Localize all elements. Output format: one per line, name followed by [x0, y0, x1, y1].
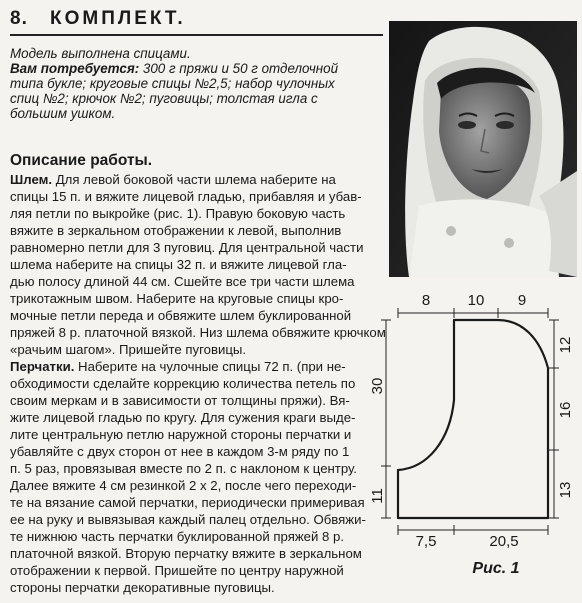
helmet-first-text: Для левой боковой части шлема наберите на: [52, 172, 336, 187]
glove-pattern-drawing: [369, 290, 580, 598]
gloves-line: стороны перчатки декоративные пуговицы.: [10, 580, 275, 595]
intro-line-3: типа букле; круговые спицы №2,5; набор чулочных: [10, 76, 335, 91]
gloves-line: те нижнюю часть перчатки буклированной пряжей 8 р.: [10, 529, 345, 544]
dim-right-bottom: 13: [557, 481, 574, 499]
instructions-body: [10, 171, 386, 596]
gloves-line: жите лицевой гладью по кругу. Для сужения краги выде-: [10, 410, 356, 425]
dim-left-total: 30: [369, 377, 386, 395]
gloves-line: обходимости сделайте коррекцию количества петель по: [10, 376, 356, 391]
gloves-label: Перчатки.: [10, 359, 75, 374]
gloves-line: своим меркам и в зависимости от толщины пряжи). Вя-: [10, 393, 350, 408]
section-title: КОМПЛЕКТ.: [50, 8, 186, 29]
helmet-line: спицы 15 п. и вяжите лицевой гладью, прибавляя и убав-: [10, 189, 362, 204]
gloves-first-line: [10, 358, 386, 375]
dim-right-middle: 16: [557, 401, 574, 419]
helmet-line: трикотажным швом. Наберите на круговые спицы кро-: [10, 291, 344, 306]
gloves-line: лите центральную петлю наружной стороны перчатки и: [10, 427, 352, 442]
helmet-label: Шлем.: [10, 172, 53, 187]
gloves-line: те на вязание самой перчатки, периодически примеривая: [10, 495, 365, 510]
gloves-line: убавляйте с двух сторон от нее в каждом 3-м ряду по 1: [10, 444, 350, 459]
intro-line-4: спиц №2; крючок №2; пуговицы; толстая игла с: [10, 91, 318, 106]
intro-line-5: большим ушком.: [10, 106, 116, 121]
intro-line-2: [10, 61, 382, 76]
intro-line-1: Модель выполнена спицами.: [10, 46, 191, 61]
dim-top-left: 8: [421, 292, 431, 309]
gloves-line: Далее вяжите 4 см резинкой 2 х 2, после чего переходи-: [10, 478, 357, 493]
requirements-text: 300 г пряжи и 50 г отделочной: [139, 61, 339, 76]
gloves-first-text: Наберите на чулочные спицы 72 п. (при не-: [74, 359, 346, 374]
header-rule: [10, 34, 383, 36]
materials-intro: [10, 46, 382, 121]
model-photo-illustration: [389, 21, 577, 277]
helmet-line: равномерно петли для 3 пуговиц. Для центральной части: [10, 240, 364, 255]
dim-bottom-left: 7,5: [415, 533, 437, 550]
helmet-line: мочные петли переда и обвяжите шлем буклированной: [10, 308, 352, 323]
figure-caption: Рис. 1: [472, 560, 520, 577]
section-number: 8.: [10, 8, 28, 29]
helmet-line: дью полосу длиной 44 см. Сшейте все три части шлема: [10, 274, 355, 289]
glove-outline: [398, 320, 548, 518]
dim-top-right: 9: [517, 292, 527, 309]
helmet-line: вяжите в зеркальном отображении к левой, выполнив: [10, 223, 342, 238]
gloves-line: платочной вязкой. Вторую перчатку вяжите в зеркальном: [10, 546, 362, 561]
pattern-figure: [369, 290, 580, 598]
gloves-line: ее на руку и вывязывая каждый палец отдельно. Обвяжи-: [10, 512, 366, 527]
helmet-line: шлема наберите на спицы 32 п. и вяжите лицевой гла-: [10, 257, 347, 272]
requirements-label: Вам потребуется:: [10, 61, 140, 76]
gloves-line: отображении к первой. Пришейте по центру наружной: [10, 563, 344, 578]
dim-top-center: 10: [467, 292, 485, 309]
gloves-line: п. 5 раз, провязывая вместе по 2 п. с наклоном к центру.: [10, 461, 357, 476]
dim-right-top: 12: [557, 336, 574, 354]
helmet-line: «рачьим шагом». Пришейте пуговицы.: [10, 342, 247, 357]
dim-bottom-right: 20,5: [489, 533, 519, 550]
helmet-first-line: [10, 171, 386, 188]
helmet-line: ляя петли по выкройке (рис. 1). Правую боковую часть: [10, 206, 346, 221]
model-photo: [389, 21, 577, 277]
description-heading: Описание работы.: [10, 152, 153, 169]
helmet-line: пряжей 8 р. платочной вязкой. Низ шлема обвяжите крючком: [10, 325, 386, 340]
dim-left-bottom: 11: [369, 488, 386, 504]
